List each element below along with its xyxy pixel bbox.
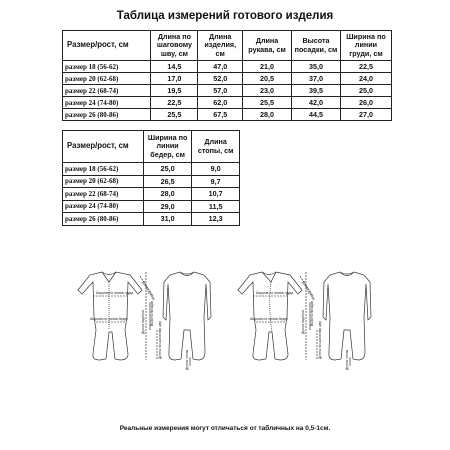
table-cell: 31,0 — [143, 213, 191, 226]
table-row — [63, 213, 240, 226]
label-garment-length: Длина изделия — [301, 310, 305, 334]
row-size-label: размер 26 (80-86) — [63, 109, 151, 121]
table-cell: 28,0 — [143, 188, 191, 201]
table-cell: 21,0 — [243, 61, 292, 73]
table-row — [63, 61, 392, 73]
bodysuit-back-sketch-2 — [323, 272, 371, 360]
table-cell: 67,5 — [198, 109, 243, 121]
table-cell: 42,0 — [292, 97, 341, 109]
label-hip-width: Ширина по линии бедер — [90, 317, 129, 321]
row-size-label: размер 20 (62-68) — [63, 73, 151, 85]
table-row — [63, 109, 392, 121]
label-garment-length: Длина изделия — [141, 310, 145, 334]
table-row — [63, 175, 240, 188]
table-cell: 25,0 — [340, 85, 391, 97]
table-cell: 25,0 — [143, 163, 191, 176]
row-size-label: размер 18 (56-62) — [63, 61, 151, 73]
row-size-label: размер 24 (74-80) — [63, 200, 144, 213]
table-cell: 62,0 — [198, 97, 243, 109]
column-header: Ширина по линии груди, см — [340, 31, 391, 61]
table-cell: 44,5 — [292, 109, 341, 121]
table-cell: 19,5 — [151, 85, 198, 97]
column-header: Ширина по линии бедер, см — [143, 131, 191, 163]
table-cell: 22,5 — [151, 97, 198, 109]
table-row — [63, 97, 392, 109]
column-header: Длина стопы, см — [192, 131, 240, 163]
column-header: Длина изделия, см — [198, 31, 243, 61]
label-foot-length: Длина стопы — [185, 349, 189, 370]
table-cell: 23,0 — [243, 85, 292, 97]
column-header: Высота посадки, см — [292, 31, 341, 61]
label-foot-length: Длина стопы — [345, 349, 349, 370]
row-size-label: размер 18 (56-62) — [63, 163, 144, 176]
label-sleeve-length: Длина рукава — [141, 280, 156, 301]
table-cell: 9,0 — [192, 163, 240, 176]
table-cell: 27,0 — [340, 109, 391, 121]
table-row — [63, 163, 240, 176]
measurements-table-secondary — [62, 130, 240, 226]
column-header: Размер/рост, см — [63, 31, 151, 61]
table-cell: 11,5 — [192, 200, 240, 213]
column-header: Размер/рост, см — [63, 131, 144, 163]
column-header: Длина по шаговому шву, см — [151, 31, 198, 61]
column-header: Длина рукава, см — [243, 31, 292, 61]
row-size-label: размер 22 (68-74) — [63, 85, 151, 97]
label-seat-height: Высота посадки — [310, 300, 314, 326]
page-title: Таблица измерений готового изделия — [116, 10, 334, 22]
row-size-label: размер 26 (80-86) — [63, 213, 144, 226]
measurement-diagram — [62, 262, 394, 372]
label-chest-width: Ширина по линии груди — [96, 291, 134, 295]
table-cell: 52,0 — [198, 73, 243, 85]
table-cell: 47,0 — [198, 61, 243, 73]
table-cell: 25,5 — [151, 109, 198, 121]
bodysuit-front-sketch-2 — [238, 272, 302, 360]
label-seat-height: Высота посадки — [150, 300, 154, 326]
table-cell: 26,0 — [340, 97, 391, 109]
table-row — [63, 200, 240, 213]
label-chest-width: Ширина по линии груди — [256, 291, 294, 295]
table-header-row — [63, 31, 392, 61]
row-size-label: размер 22 (68-74) — [63, 188, 144, 201]
table-cell: 57,0 — [198, 85, 243, 97]
table-row — [63, 188, 240, 201]
table-cell: 22,5 — [340, 61, 391, 73]
label-hip-width: Ширина по линии бедер — [250, 317, 289, 321]
measurements-table-main — [62, 30, 392, 121]
table-cell: 25,5 — [243, 97, 292, 109]
table-cell: 29,0 — [143, 200, 191, 213]
table-cell: 10,7 — [192, 188, 240, 201]
table-cell: 28,0 — [243, 109, 292, 121]
table-cell: 20,5 — [243, 73, 292, 85]
table-cell: 12,3 — [192, 213, 240, 226]
table-cell: 26,5 — [143, 175, 191, 188]
table-cell: 39,5 — [292, 85, 341, 97]
table-cell: 37,0 — [292, 73, 341, 85]
label-sleeve-length: Длина рукава — [301, 280, 316, 301]
row-size-label: размер 20 (62-68) — [63, 175, 144, 188]
table-cell: 17,0 — [151, 73, 198, 85]
table-cell: 24,0 — [340, 73, 391, 85]
disclaimer-note: Реальные измерения могут отличаться от табличных на 0,5-1см. — [119, 425, 331, 432]
table-header-row — [63, 131, 240, 163]
table-cell: 14,5 — [151, 61, 198, 73]
label-inseam-length: Длина по шаговому шву — [318, 321, 322, 359]
bodysuit-front-sketch-1 — [78, 272, 142, 360]
table-row — [63, 85, 392, 97]
row-size-label: размер 24 (74-80) — [63, 97, 151, 109]
table-cell: 35,0 — [292, 61, 341, 73]
table-cell: 9,7 — [192, 175, 240, 188]
bodysuit-back-sketch-1 — [163, 272, 211, 360]
table-row — [63, 73, 392, 85]
label-inseam-length: Длина по шаговому шву — [158, 321, 162, 359]
